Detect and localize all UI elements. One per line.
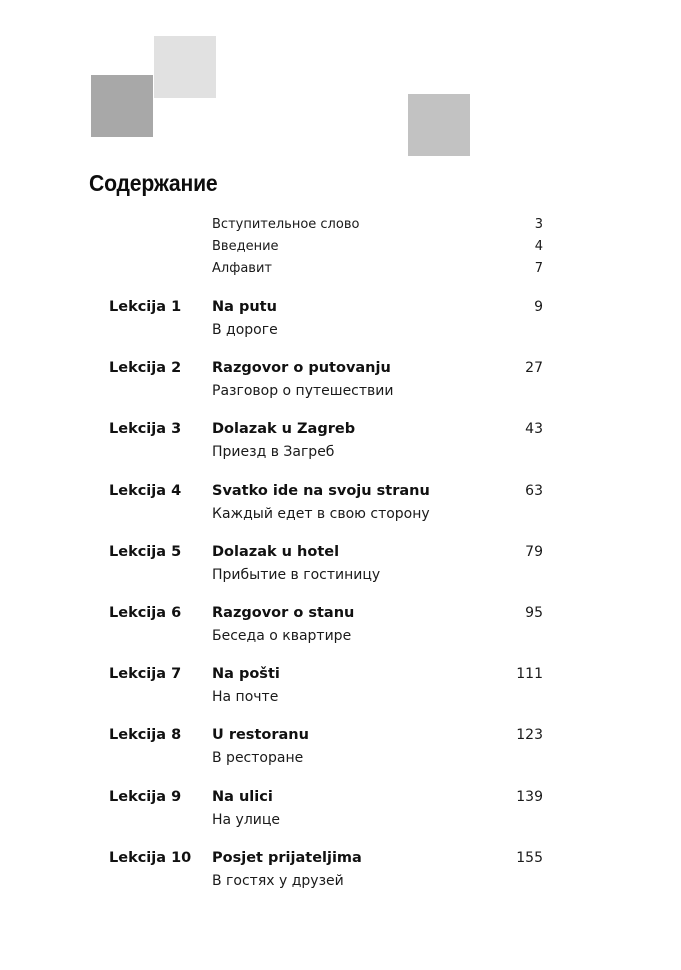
- lesson-subtitle: Беседа о квартире: [212, 627, 352, 644]
- lesson-list: [109, 296, 543, 908]
- lesson-title: Razgovor o putovanju: [212, 360, 391, 377]
- lesson-entry[interactable]: [109, 418, 543, 479]
- lesson-page: 155: [516, 849, 543, 866]
- lesson-title: Razgovor o stanu: [212, 604, 355, 621]
- lesson-number: Lekcija 5: [109, 543, 182, 560]
- lesson-page: 95: [525, 604, 543, 621]
- lesson-page: 9: [534, 299, 543, 315]
- decorative-square-light: [154, 36, 216, 98]
- lesson-subtitle: На улице: [212, 811, 281, 828]
- lesson-number: Lekcija 1: [109, 299, 182, 315]
- lesson-subtitle: В гостях у друзей: [212, 872, 344, 889]
- decorative-square-medium: [408, 94, 470, 156]
- front-matter-label: Введение: [212, 239, 279, 254]
- front-matter-item[interactable]: [212, 237, 543, 259]
- front-matter-label: Алфавит: [212, 261, 272, 276]
- lesson-number: Lekcija 10: [109, 849, 192, 866]
- lesson-subtitle: Каждый едет в свою сторону: [212, 505, 430, 522]
- lesson-entry[interactable]: [109, 357, 543, 418]
- lesson-subtitle: На почте: [212, 689, 279, 706]
- lesson-title: Svatko ide na svoju stranu: [212, 482, 430, 499]
- lesson-title: Na pošti: [212, 666, 280, 683]
- lesson-title: U restoranu: [212, 727, 309, 744]
- lesson-subtitle: Прибытие в гостиницу: [212, 566, 381, 583]
- lesson-entry[interactable]: [109, 296, 543, 357]
- lesson-page: 139: [516, 788, 543, 805]
- lesson-number: Lekcija 7: [109, 666, 182, 683]
- lesson-title: Dolazak u Zagreb: [212, 421, 356, 438]
- page-title: Содержание: [89, 170, 218, 196]
- lesson-title: Dolazak u hotel: [212, 543, 340, 560]
- lesson-number: Lekcija 6: [109, 604, 182, 621]
- lesson-entry[interactable]: [109, 602, 543, 663]
- lesson-title: Na putu: [212, 299, 277, 315]
- front-matter-list: [212, 215, 543, 281]
- lesson-number: Lekcija 3: [109, 421, 182, 438]
- lesson-subtitle: В ресторане: [212, 750, 304, 767]
- lesson-entry[interactable]: [109, 663, 543, 724]
- lesson-subtitle: Приезд в Загреб: [212, 444, 335, 461]
- lesson-entry[interactable]: [109, 786, 543, 847]
- lesson-page: 43: [525, 421, 543, 438]
- front-matter-page: 4: [534, 239, 543, 254]
- lesson-number: Lekcija 2: [109, 360, 182, 377]
- front-matter-page: 7: [534, 261, 543, 276]
- lesson-title: Posjet prijateljima: [212, 849, 362, 866]
- lesson-page: 79: [525, 543, 543, 560]
- lesson-number: Lekcija 9: [109, 788, 182, 805]
- decorative-square-dark: [91, 75, 153, 137]
- lesson-entry[interactable]: [109, 847, 543, 908]
- lesson-subtitle: В дороге: [212, 322, 278, 338]
- front-matter-item[interactable]: [212, 259, 543, 281]
- lesson-number: Lekcija 4: [109, 482, 182, 499]
- lesson-title: Na ulici: [212, 788, 273, 805]
- front-matter-page: 3: [534, 217, 543, 232]
- lesson-page: 27: [525, 360, 543, 377]
- lesson-number: Lekcija 8: [109, 727, 182, 744]
- lesson-page: 111: [516, 666, 543, 683]
- front-matter-label: Вступительное слово: [212, 217, 360, 232]
- lesson-entry[interactable]: [109, 724, 543, 785]
- lesson-entry[interactable]: [109, 480, 543, 541]
- lesson-entry[interactable]: [109, 541, 543, 602]
- lesson-page: 63: [525, 482, 543, 499]
- front-matter-item[interactable]: [212, 215, 543, 237]
- lesson-subtitle: Разговор о путешествии: [212, 383, 394, 400]
- lesson-page: 123: [516, 727, 543, 744]
